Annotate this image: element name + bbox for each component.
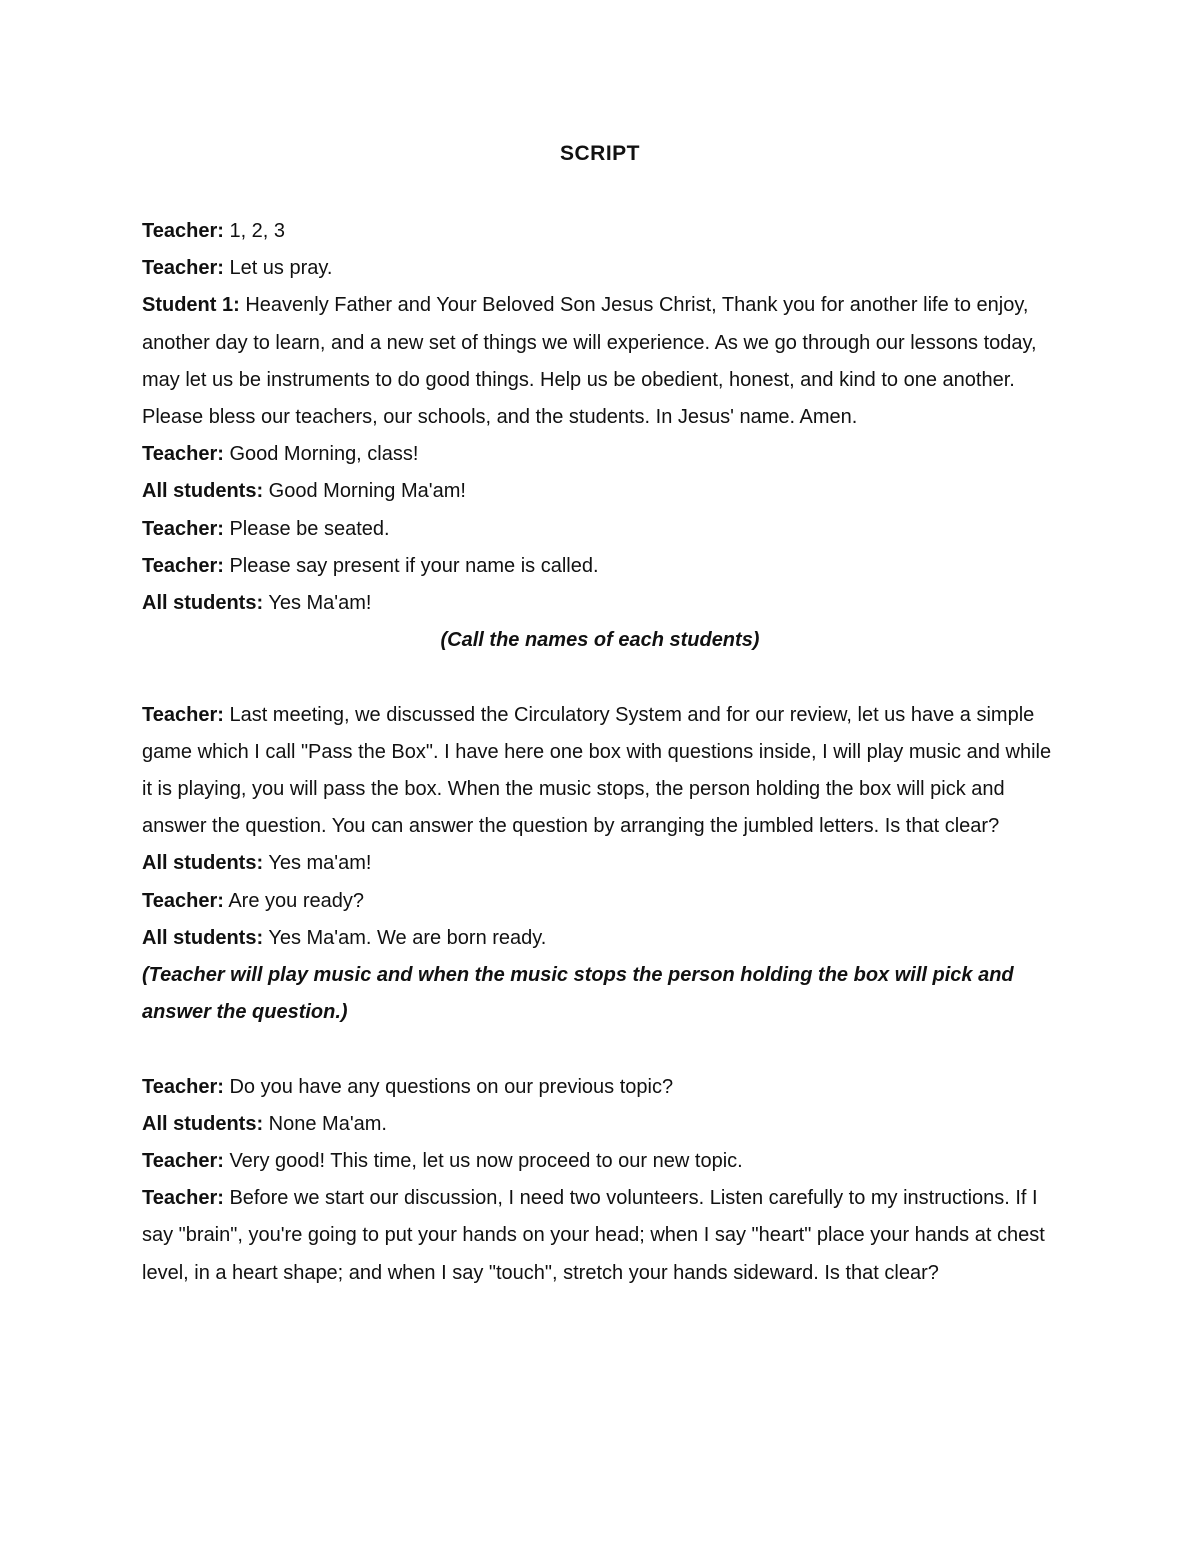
line-text: 1, 2, 3 xyxy=(223,220,286,242)
script-line xyxy=(142,436,1052,473)
speaker-label: All students: xyxy=(142,926,264,949)
line-text: Yes Ma'am. We are born ready. xyxy=(263,926,547,949)
script-line xyxy=(142,845,1052,882)
speaker-label: All students: xyxy=(142,852,264,875)
script-line xyxy=(142,1069,1052,1106)
line-text: Please be seated. xyxy=(223,517,390,540)
line-text: Heavenly Father and Your Beloved Son Jesus Christ, Thank you for another life to enjoy, another day to learn, and a new set of things we will experience. As we go through our lessons today, may let us be instruments to do good things. Help us be obedient, honest, and kind to one another. Please bless our teachers, our schools, and the students. In Jesus' name. Amen. xyxy=(142,294,1037,429)
stage-direction: (Teacher will play music and when the music stops the person holding the box will pick and answer the question.) xyxy=(142,964,1014,1024)
script-line xyxy=(142,1180,1052,1292)
script-line xyxy=(142,920,1052,957)
line-text: Let us pray. xyxy=(223,257,333,280)
stage-direction: (Call the names of each students) xyxy=(440,629,760,652)
blank-line xyxy=(142,659,1052,696)
speaker-label: Teacher: xyxy=(142,443,224,466)
speaker-label: Teacher: xyxy=(142,1187,224,1210)
line-text: Good Morning Ma'am! xyxy=(263,480,466,503)
speaker-label: Teacher: xyxy=(142,1075,224,1098)
line-text: None Ma'am. xyxy=(263,1112,387,1135)
line-text: Yes Ma'am! xyxy=(263,592,372,615)
script-line xyxy=(142,1106,1052,1143)
script-line xyxy=(142,511,1052,548)
line-text: Before we start our discussion, I need two volunteers. Listen carefully to my instructions. If I say "brain", you're going to put your hands on your head; when I say "heart" place your hands at chest level, in a heart shape; and when I say "touch", stretch your hands sideward. Is that clear? xyxy=(142,1187,1045,1284)
script-line xyxy=(142,697,1052,846)
line-text: Please say present if your name is called. xyxy=(223,554,599,577)
script-line xyxy=(142,548,1052,585)
line-text: Very good! This time, let us now proceed to our new topic. xyxy=(223,1150,743,1173)
page-title: SCRIPT xyxy=(559,142,640,165)
script-line xyxy=(142,473,1052,510)
speaker-label: Teacher: xyxy=(142,257,224,280)
speaker-label: Teacher: xyxy=(142,889,224,912)
speaker-label: Teacher: xyxy=(142,703,224,726)
script-line xyxy=(142,1143,1052,1180)
script-line xyxy=(142,250,1052,287)
speaker-label: All students: xyxy=(142,592,264,615)
line-text: Do you have any questions on our previous topic? xyxy=(223,1075,674,1098)
speaker-label: Teacher: xyxy=(142,1150,224,1173)
speaker-label: Teacher: xyxy=(142,554,224,577)
speaker-label: All students: xyxy=(142,1112,264,1135)
speaker-label: Student 1: xyxy=(142,294,240,317)
speaker-label: Teacher: xyxy=(142,220,224,242)
line-text: Are you ready? xyxy=(223,889,364,912)
script-line xyxy=(142,213,1052,250)
line-text: Good Morning, class! xyxy=(223,443,419,466)
script-body xyxy=(142,213,1052,1292)
script-line xyxy=(142,287,1052,436)
script-line xyxy=(142,585,1052,622)
blank-line xyxy=(142,1031,1052,1068)
script-line xyxy=(142,883,1052,920)
line-text: Last meeting, we discussed the Circulatory System and for our review, let us have a simple game which I call "Pass the Box". I have here one box with questions inside, I will play music and while it is playing, you will pass the box. When the music stops, the person holding the box will pick and answer the question. You can answer the question by arranging the jumbled letters. Is that clear? xyxy=(142,703,1052,838)
line-text: Yes ma'am! xyxy=(263,852,372,875)
speaker-label: Teacher: xyxy=(142,517,224,540)
speaker-label: All students: xyxy=(142,480,264,503)
